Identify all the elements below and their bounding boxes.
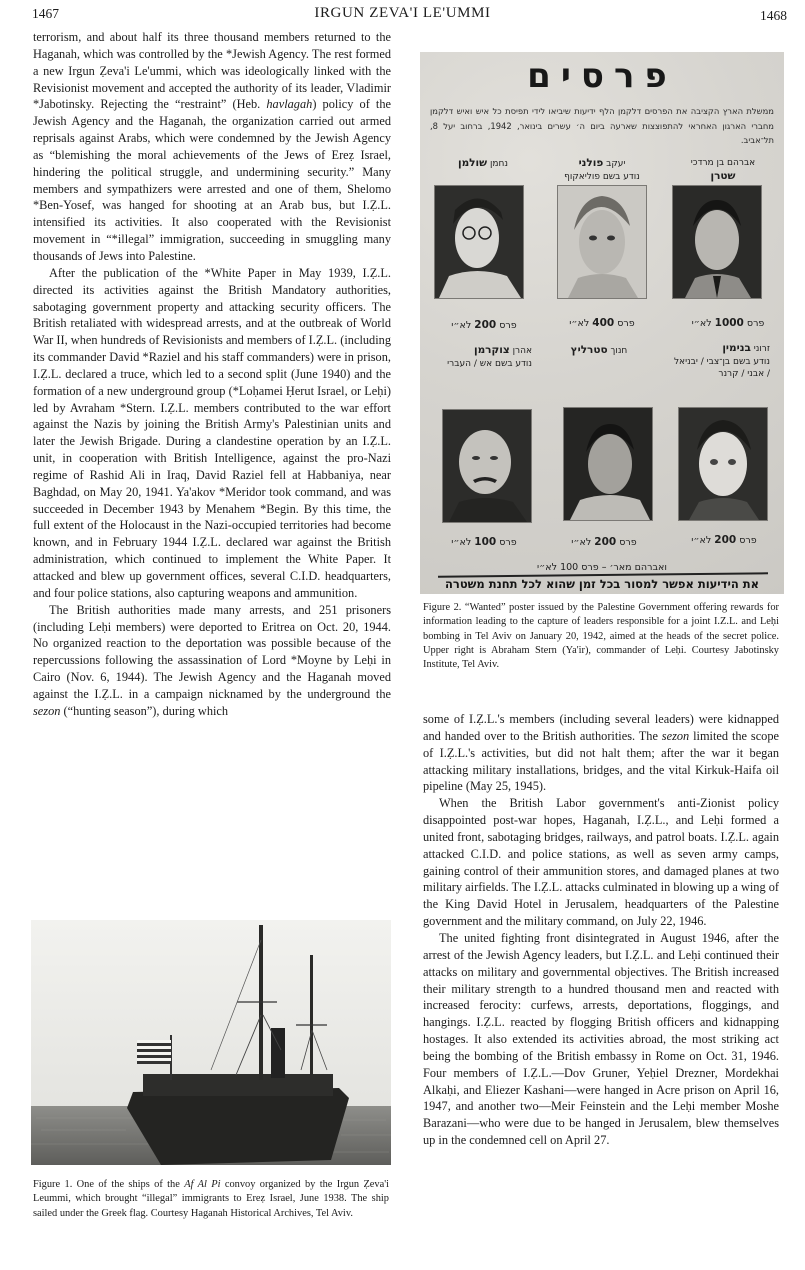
paragraph: After the publication of the *White Paper in May 1939, I.Ẓ.L. directed its activities against the British Mandatory authorities, sabotaging government property and attacking security officers. The British retaliated with widespread arrests, and at the outbreak of World War II, when hundreds of Revisionists and members of I.Ẓ.L. (including its commander David *Raziel and his staff commanders) were in prison, I.Ẓ.L. declared a truce, which led to a second split (June 1940) and the formation of a new underground group (*Loḥamei Ḥerut Israel, or Leḥi) led by Avraham *Stern. I.Ẓ.L. members contributed to the war effort against the Nazis by joining the British Army's Palestinian units and later the Jewish Brigade. During a clandestine operation by an I.Ẓ.L. unit, in cooperation with British Intelligence, against the pro-Nazi regime of Rashid Ali in Iraq, David Raziel fell at Habbaniya, near Baghdad, on May 20, 1941. Ya'akov *Meridor took command, and was succeeded in December 1943 by Menahem *Begin. By this time, the full extent of the Holocaust in the Nazi-occupied territories had become known, and in February 1944 I.Ẓ.L. declared war against the British administration, which continued to implement the White Paper. It attacked and blew up government offices, several C.I.D. headquarters, and four police stations, also capturing weapons and ammunition. — [33, 265, 391, 600]
poster-title: פרסים — [527, 56, 677, 96]
portrait-young-man — [558, 186, 646, 298]
running-head — [0, 0, 805, 26]
figure-2-wanted-poster — [420, 52, 784, 594]
portrait-dark-hair — [564, 408, 652, 520]
poster-photo-shulman — [434, 185, 524, 299]
right-column — [423, 711, 779, 1149]
left-column — [33, 29, 391, 720]
page-number-left: 1467 — [32, 6, 59, 21]
poster-photo-stern — [672, 185, 762, 299]
paragraph: When the British Labor government's anti-Zionist policy disappointed post-war hopes, Haganah, I.Ẓ.L., and Leḥi formed a united front, sabotaging bridges, railways, and patrol boats. I.Ẓ.L. again attacked C.I.D. and police stations, as well as seven army camps, gaining control of their ammunition stores, and damaged planes at two military airfields. The I.Ẓ.L. attacks culminated in blowing up a wing of the King David Hotel in Jerusalem, headquarters of the Palestine government and the military command, on July 22, 1946. — [423, 796, 779, 929]
page-title: IRGUN ZEVA'I LE'UMMI — [314, 5, 491, 21]
poster-photo-strelitz — [563, 407, 653, 521]
paragraph: The united fighting front disintegrated in August 1946, after the arrest of the Jewish Agency leaders, but I.Ẓ.L. and Leḥi continued their attacks on military and governmental objectives. The British increased their military strength to a hundred thousand men and reacted with increased ferocity: curfews, arrests, deportations, floggings, and hangings. I.Ẓ.L. reacted by flogging British officers and kidnapping hostages. It also extended its activities abroad, the most striking act being the bombing of the British embassy in Rome on Oct. 31, 1946. Four members of I.Ẓ.L.—Dov Gruner, Yeḥiel Drezner, Mordekhai Alkaḥi, and Eliezer Kashani—were hanged in Acre prison on April 16, 1947, and another two—Meir Feinstein and the Leḥi member Moshe Barazani—who were due to be hanged in Jerusalem, blew themselves up in the condemned cell on April 27. — [423, 930, 779, 1148]
paragraph: some of I.Ẓ.L.'s members (including several leaders) were kidnapped and handed over to the British authorities. The sezon limited the scope of I.Ẓ.L.'s activities, but did not halt them; after the war it began attacking military installations, bridges, and the vital Kirkuk-Haifa oil pipeline (May 25, 1945). — [423, 712, 779, 794]
poster-photo-zeroni — [678, 407, 768, 521]
ship-illustration — [31, 920, 391, 1165]
ship-mainmast — [310, 955, 313, 1075]
poster-footer: את הידיעות אפשר למסור בכל זמן שהוא לכל תחנת משטרה — [445, 577, 759, 591]
portrait-glasses — [435, 186, 523, 298]
portrait-stern — [673, 186, 761, 298]
paragraph: The British authorities made many arrests, and 251 prisoners (including Leḥi members) were deported to Eritrea on Oct. 20, 1944. No organized reaction to the deportation was possible because of the repercussions following the assassination of Lord *Moyne by Leḥi in Cairo (Nov. 6, 1944). The Jewish Agency and the Haganah moved against the I.Ẓ.L. in a campaign nicknamed by the underground the sezon (“hunting season”), during which — [33, 602, 391, 718]
poster-photo-polani — [557, 185, 647, 299]
reward-zuckerman: פרס 100 לא״י — [451, 536, 517, 548]
poster-extra-reward: ואברהם מאר׳ – פרס 100 לא״י — [537, 562, 667, 573]
ship-hull — [127, 1088, 349, 1165]
reward-shulman: פרס 200 לא״י — [451, 319, 517, 331]
poster-intro: ממשלת הארץ הקציבה את הפרסים דלקמן הלף ידיעות שיביאו לידי תפיסת כל איש ואיש דלקמן מחברי הארגון האחראי להתפוצצות שארעה ביום ה׳ עשרים בינואר, 1942, ברחוב יעל 8, תל־אביב. — [430, 106, 774, 145]
poster-name-stern: אברהם בן מרדכי שטרן — [690, 158, 756, 182]
reward-zeroni: פרס 200 לא״י — [691, 534, 757, 546]
poster-name-strelitz: חנוך סטרליץ — [570, 344, 628, 356]
poster-photo-zuckerman — [442, 409, 532, 523]
poster-name-shulman: נחמן שולמן — [457, 157, 509, 169]
page-number-right: 1468 — [760, 8, 787, 23]
reward-strelitz: פרס 200 לא״י — [571, 536, 637, 548]
poster-name-polani: יעקב פולני נודע בשם פוליאקוף — [564, 157, 640, 182]
greek-flag — [137, 1040, 171, 1064]
portrait-mustache — [443, 410, 531, 522]
reward-stern: פרס 1000 לא״י — [691, 317, 765, 329]
poster-name-zeroni: זרוני בנימין נודע בשם בן־צבי / יבניאל / אבני / קרנר — [673, 342, 770, 379]
poster-name-zuckerman: אהרן צוקרמן נודע בשם אש / העברי — [447, 344, 532, 369]
figure-1-ship-photo — [31, 920, 391, 1165]
figure-2-caption: Figure 2. “Wanted” poster issued by the Palestine Government offering rewards for information leading to the capture of leaders responsible for a joint I.Z.L. and Leḥi bombing in Tel Aviv on January 20, 1942, aimed at the heads of the secret police. Upper right is Abraham Stern (Ya'ir), commander of Leḥi. Courtesy Jabotinsky Institute, Tel Aviv. — [423, 602, 779, 671]
reward-polani: פרס 400 לא״י — [569, 317, 635, 329]
figure-1-caption: Figure 1. One of the ships of the Af Al Pi convoy organized by the Irgun Ẓeva'i Leummi, which brought “illegal” immigrants to Ereẓ Israel, June 1938. The ship sailed under the Greek flag. Courtesy Haganah Historical Archives, Tel Aviv. — [33, 1179, 389, 1219]
paragraph: terrorism, and about half its three thousand members returned to the Haganah, which was controlled by the *Jewish Agency. The rest formed a new Irgun Ẓeva'i Le'ummi, which was ideologically linked with the Revisionist movement and accepted the authority of its leader, Vladimir *Jabotinsky. Rejecting the “restraint” (Heb. havlagah) policy of the Jewish Agency and the Haganah, the organization carried out armed reprisals against Arabs, which were condemned by the Jewish Agency as “blemishing the moral achievements of the Jews of Ereẓ Israel, hindering the political struggle, and undermining security.” Many members and sympathizers were arrested and one of them, Shelomo *Ben-Yosef, was hanged for shooting at an Arab bus, but I.Ẓ.L. intensified its activities. It also cooperated with the Revisionist movement in “*illegal” immigration, succeeding in smuggling many thousands of Jews into Palestine. — [33, 30, 391, 263]
portrait-light-face — [679, 408, 767, 520]
